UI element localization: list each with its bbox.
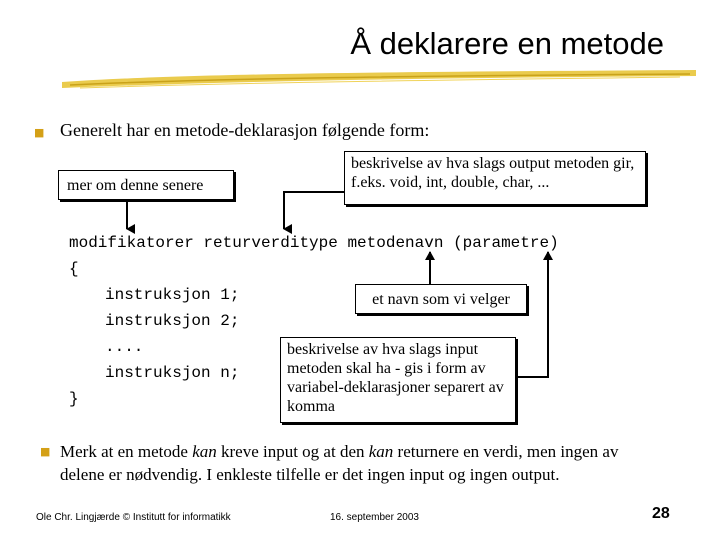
code-signature: modifikatorer returverditype metodenavn (parametre) bbox=[69, 234, 559, 252]
callout-input: beskrivelse av hva slags input metoden skal ha - gis i form av variabel-deklarasjoner separert av komma bbox=[280, 337, 516, 423]
slide-title: Å deklarere en metode bbox=[350, 26, 664, 61]
callout-later: mer om denne senere bbox=[58, 170, 234, 200]
note-part-3: returnere en verdi, men ingen av delene er nødvendig. I enkleste tilfelle er det ingen input og ingen output. bbox=[60, 442, 619, 484]
bullet-text-note bbox=[60, 440, 660, 486]
page-number: 28 bbox=[652, 505, 670, 522]
code-close-brace: } bbox=[69, 390, 79, 408]
code-open-brace: { bbox=[69, 260, 79, 278]
code-line-1: instruksjon 1; bbox=[105, 286, 240, 304]
note-part-2: kreve input og at den bbox=[216, 442, 369, 461]
arrow-input-to-parametre bbox=[517, 252, 548, 377]
callout-name: et navn som vi velger bbox=[355, 284, 527, 314]
bullet-marker-icon-2: ■ bbox=[40, 445, 51, 458]
code-line-n: instruksjon n; bbox=[105, 364, 240, 382]
code-dots: .... bbox=[105, 338, 144, 356]
code-line-2: instruksjon 2; bbox=[105, 312, 240, 330]
arrow-output-to-returverditype bbox=[284, 192, 344, 229]
bullet-marker-icon: ■ bbox=[34, 126, 45, 139]
note-part-1: Merk at en metode bbox=[60, 442, 193, 461]
footer-date: 16. september 2003 bbox=[330, 512, 419, 523]
callout-output: beskrivelse av hva slags output metoden gir, f.eks. void, int, double, char, ... bbox=[344, 151, 646, 205]
note-emphasis-2: kan bbox=[368, 442, 394, 461]
note-emphasis-1: kan bbox=[192, 442, 217, 461]
footer-author: Ole Chr. Lingjærde © Institutt for informatikk bbox=[36, 512, 231, 523]
bullet-text-general: Generelt har en metode-deklarasjon følgende form: bbox=[60, 120, 430, 140]
